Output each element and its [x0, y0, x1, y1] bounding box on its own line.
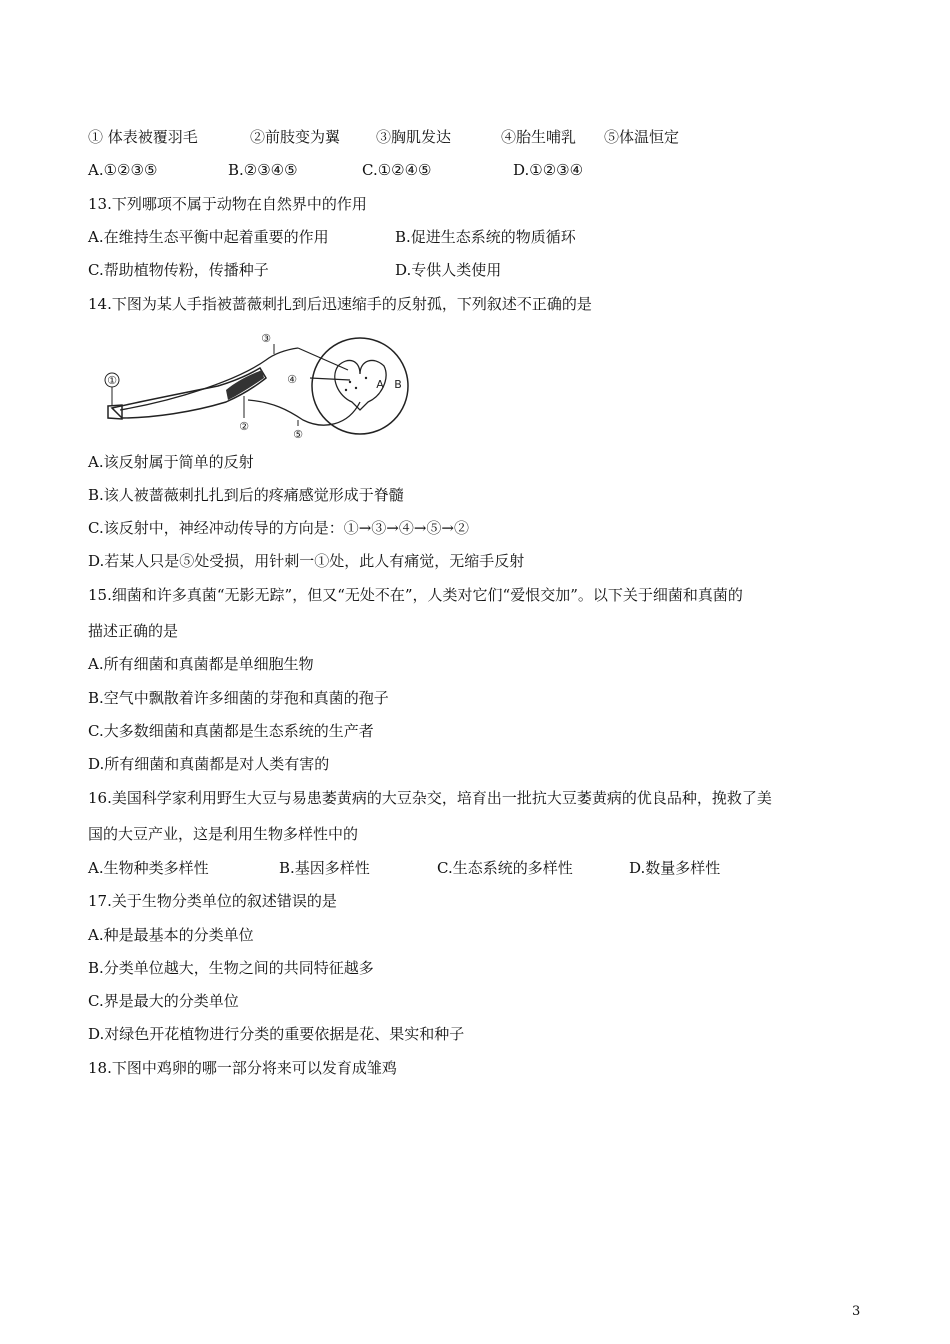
- q16-option-a: A.生物种类多样性: [88, 859, 209, 877]
- q16-option-d: D.数量多样性: [629, 859, 721, 877]
- q13-option-b: B.促进生态系统的物质循环: [395, 228, 576, 246]
- q16-stem-line1: 16.美国科学家利用野生大豆与易患萎黄病的大豆杂交，培育出一批抗大豆萎黄病的优良品种，挽救了美: [88, 789, 772, 807]
- q14-option-b: B.该人被蔷薇刺扎扎到后的疼痛感觉形成于脊髓: [88, 486, 404, 504]
- q17-option-d: D.对绿色开花植物进行分类的重要依据是花、果实和种子: [88, 1025, 465, 1043]
- q16-option-c: C.生态系统的多样性: [437, 859, 573, 877]
- motor-nerve: [248, 400, 360, 425]
- label-b: B: [394, 378, 402, 391]
- q12-feature-1: ① 体表被覆羽毛: [88, 128, 198, 146]
- q12-option-d: D.①②③④: [513, 161, 584, 179]
- label-2: ②: [239, 420, 249, 433]
- q14-option-d: D.若某人只是⑤处受损，用针刺一①处，此人有痛觉，无缩手反射: [88, 552, 525, 570]
- gray-dot-2: [355, 387, 357, 389]
- q12-feature-5: ⑤体温恒定: [604, 128, 680, 146]
- q15-option-d: D.所有细菌和真菌都是对人类有害的: [88, 755, 330, 773]
- label-1: ①: [107, 374, 117, 387]
- gray-dot-1: [349, 381, 351, 383]
- label-5: ⑤: [293, 428, 303, 441]
- q15-stem-line1: 15.细菌和许多真菌“无影无踪”，但又“无处不在”，人类对它们“爱恨交加”。以下关于细菌和真菌的: [88, 586, 743, 604]
- q17-stem: 17.关于生物分类单位的叙述错误的是: [88, 892, 337, 910]
- q15-stem-line2: 描述正确的是: [88, 622, 179, 640]
- page-number: 3: [852, 1304, 861, 1319]
- q14-option-a: A.该反射属于简单的反射: [88, 453, 254, 471]
- q17-option-c: C.界是最大的分类单位: [88, 992, 239, 1010]
- q15-option-b: B.空气中飘散着许多细菌的芽孢和真菌的孢子: [88, 689, 389, 707]
- q17-option-a: A.种是最基本的分类单位: [88, 926, 254, 944]
- q18-stem: 18.下图中鸡卵的哪一部分将来可以发育成雏鸡: [88, 1059, 397, 1077]
- q12-option-b: B.②③④⑤: [228, 161, 298, 179]
- gray-dot-3: [365, 377, 367, 379]
- q12-option-a: A.①②③⑤: [88, 161, 158, 179]
- q13-stem: 13.下列哪项不属于动物在自然界中的作用: [88, 195, 367, 213]
- label-a: A: [376, 378, 384, 391]
- label-4-leader: [310, 378, 350, 380]
- q16-stem-line2: 国的大豆产业，这是利用生物多样性中的: [88, 825, 359, 843]
- label-3: ③: [261, 332, 271, 345]
- interneuron-line: [298, 348, 348, 370]
- q14-option-c: C.该反射中，神经冲动传导的方向是：①→③→④→⑤→②: [88, 519, 469, 537]
- q12-feature-2: ②前肢变为翼: [250, 128, 341, 146]
- reflex-arc-figure: [98, 330, 428, 442]
- q12-option-c: C.①②④⑤: [362, 161, 432, 179]
- q15-option-a: A.所有细菌和真菌都是单细胞生物: [88, 655, 314, 673]
- q12-feature-3: ③胸肌发达: [376, 128, 452, 146]
- gray-dot-4: [345, 389, 347, 391]
- q13-option-c: C.帮助植物传粉，传播种子: [88, 261, 269, 279]
- q16-option-b: B.基因多样性: [279, 859, 370, 877]
- label-4: ④: [287, 373, 297, 386]
- q17-option-b: B.分类单位越大，生物之间的共同特征越多: [88, 959, 374, 977]
- muscle-effector: [226, 370, 264, 400]
- q14-stem: 14.下图为某人手指被蔷薇刺扎到后迅速缩手的反射孤，下列叙述不正确的是: [88, 295, 592, 313]
- q13-option-a: A.在维持生态平衡中起着重要的作用: [88, 228, 329, 246]
- q15-option-c: C.大多数细菌和真菌都是生态系统的生产者: [88, 722, 374, 740]
- reflex-arc-diagram: [98, 330, 428, 442]
- q12-feature-4: ④胎生哺乳: [501, 128, 577, 146]
- q13-option-d: D.专供人类使用: [395, 261, 502, 279]
